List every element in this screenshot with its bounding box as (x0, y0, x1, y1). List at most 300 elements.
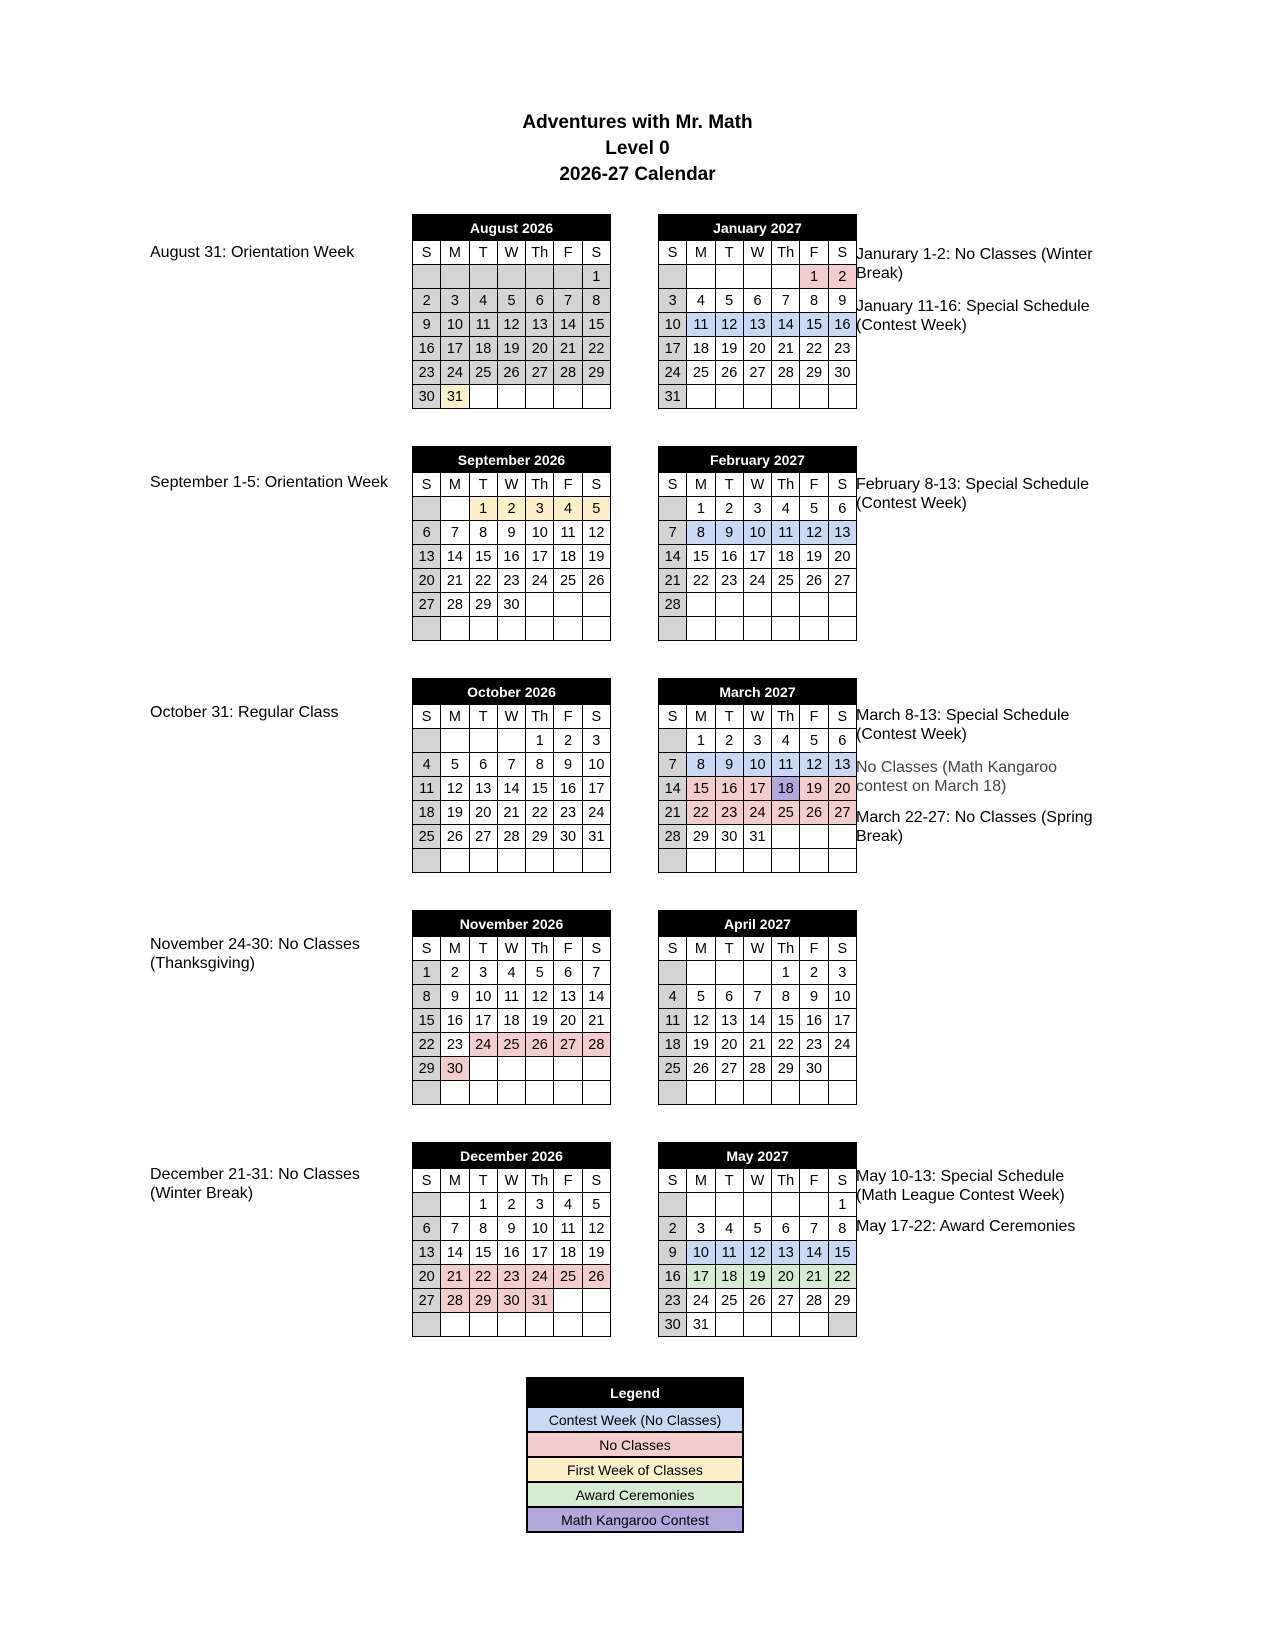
day-cell: 28 (441, 1289, 469, 1313)
day-cell: 7 (772, 289, 800, 313)
day-cell: 20 (526, 337, 554, 361)
day-cell: 11 (772, 753, 800, 777)
day-cell: 19 (687, 1033, 715, 1057)
day-cell: 2 (715, 497, 743, 521)
legend-item-award-ceremonies: Award Ceremonies (527, 1482, 743, 1507)
day-cell: 23 (659, 1289, 687, 1313)
day-cell: 30 (441, 1057, 469, 1081)
weekday-header: W (743, 473, 771, 497)
day-cell: 21 (554, 337, 582, 361)
empty-cell (497, 385, 525, 409)
weekday-header: S (828, 937, 856, 961)
day-cell: 3 (743, 497, 771, 521)
empty-cell (441, 1313, 469, 1337)
empty-cell (497, 849, 525, 873)
weekday-header: M (441, 241, 469, 265)
weekday-header: T (469, 1169, 497, 1193)
day-cell: 10 (441, 313, 469, 337)
day-cell: 3 (526, 497, 554, 521)
empty-cell (582, 1313, 610, 1337)
empty-cell (582, 1289, 610, 1313)
day-cell: 3 (743, 729, 771, 753)
legend-item-math-kangaroo: Math Kangaroo Contest (527, 1507, 743, 1532)
empty-cell (441, 1081, 469, 1105)
day-cell: 31 (526, 1289, 554, 1313)
day-cell: 15 (469, 545, 497, 569)
weekday-header: F (554, 473, 582, 497)
day-cell: 23 (441, 1033, 469, 1057)
day-cell: 6 (715, 985, 743, 1009)
day-cell: 3 (582, 729, 610, 753)
day-cell: 7 (441, 1217, 469, 1241)
day-cell: 24 (441, 361, 469, 385)
empty-cell (687, 265, 715, 289)
weekday-header: Th (772, 937, 800, 961)
day-cell: 20 (554, 1009, 582, 1033)
day-cell: 2 (497, 1193, 525, 1217)
empty-cell (469, 1057, 497, 1081)
empty-cell (582, 1057, 610, 1081)
day-cell: 19 (582, 1241, 610, 1265)
day-cell: 23 (413, 361, 441, 385)
day-cell: 29 (800, 361, 828, 385)
day-cell: 17 (828, 1009, 856, 1033)
empty-cell (413, 849, 441, 873)
day-cell: 19 (800, 545, 828, 569)
weekday-header: W (743, 937, 771, 961)
weekday-header: F (554, 705, 582, 729)
weekday-header: Th (772, 1169, 800, 1193)
weekday-header: M (441, 937, 469, 961)
day-cell: 25 (772, 569, 800, 593)
day-cell: 1 (772, 961, 800, 985)
day-cell: 24 (743, 801, 771, 825)
weekday-header: S (659, 937, 687, 961)
day-cell: 6 (772, 1217, 800, 1241)
empty-cell (526, 265, 554, 289)
day-cell: 15 (582, 313, 610, 337)
day-cell: 12 (526, 985, 554, 1009)
day-cell: 1 (828, 1193, 856, 1217)
empty-cell (413, 1193, 441, 1217)
weekday-header: Th (526, 241, 554, 265)
weekday-header: S (413, 473, 441, 497)
weekday-header: Th (772, 705, 800, 729)
empty-cell (772, 617, 800, 641)
empty-cell (772, 825, 800, 849)
day-cell: 4 (554, 497, 582, 521)
day-cell: 25 (772, 801, 800, 825)
weekday-header: W (743, 1169, 771, 1193)
day-cell: 14 (441, 1241, 469, 1265)
empty-cell (800, 1081, 828, 1105)
day-cell: 29 (526, 825, 554, 849)
empty-cell (687, 1081, 715, 1105)
empty-cell (743, 1081, 771, 1105)
day-cell: 13 (554, 985, 582, 1009)
day-cell: 10 (828, 985, 856, 1009)
day-cell: 25 (554, 569, 582, 593)
day-cell: 24 (469, 1033, 497, 1057)
empty-cell (469, 729, 497, 753)
day-cell: 3 (659, 289, 687, 313)
empty-cell (743, 617, 771, 641)
day-cell: 13 (526, 313, 554, 337)
empty-cell (441, 617, 469, 641)
calendar-month (658, 910, 857, 1105)
empty-cell (772, 1313, 800, 1337)
day-cell: 27 (743, 361, 771, 385)
day-cell: 7 (659, 753, 687, 777)
weekday-header: S (582, 241, 610, 265)
day-cell: 20 (828, 545, 856, 569)
weekday-header: F (800, 1169, 828, 1193)
empty-cell (743, 1313, 771, 1337)
weekday-header: Th (526, 473, 554, 497)
weekday-header: F (554, 241, 582, 265)
day-cell: 27 (828, 801, 856, 825)
empty-cell (715, 1193, 743, 1217)
day-cell: 21 (800, 1265, 828, 1289)
day-cell: 3 (441, 289, 469, 313)
day-cell: 13 (743, 313, 771, 337)
day-cell: 7 (743, 985, 771, 1009)
day-cell: 9 (715, 521, 743, 545)
month-header: October 2026 (413, 679, 611, 705)
weekday-header: S (828, 241, 856, 265)
day-cell: 11 (659, 1009, 687, 1033)
weekday-header: S (828, 705, 856, 729)
weekday-header: M (441, 705, 469, 729)
empty-cell (828, 617, 856, 641)
month-header: December 2026 (413, 1143, 611, 1169)
weekday-header: S (413, 1169, 441, 1193)
day-cell: 8 (687, 521, 715, 545)
day-cell: 28 (800, 1289, 828, 1313)
legend-item-no-classes: No Classes (527, 1432, 743, 1457)
note-september: September 1-5: Orientation Week (150, 474, 389, 491)
legend-item-contest-week: Contest Week (No Classes) (527, 1407, 743, 1432)
day-cell: 8 (772, 985, 800, 1009)
day-cell: 6 (526, 289, 554, 313)
empty-cell (800, 617, 828, 641)
day-cell: 28 (772, 361, 800, 385)
day-cell: 9 (413, 313, 441, 337)
day-cell: 27 (772, 1289, 800, 1313)
day-cell: 22 (469, 1265, 497, 1289)
day-cell: 25 (659, 1057, 687, 1081)
day-cell: 10 (687, 1241, 715, 1265)
day-cell: 12 (582, 521, 610, 545)
weekday-header: S (582, 473, 610, 497)
day-cell: 11 (554, 1217, 582, 1241)
empty-cell (526, 385, 554, 409)
day-cell: 24 (743, 569, 771, 593)
day-cell: 6 (554, 961, 582, 985)
day-cell: 10 (469, 985, 497, 1009)
day-cell: 29 (413, 1057, 441, 1081)
day-cell: 12 (743, 1241, 771, 1265)
weekday-header: M (441, 1169, 469, 1193)
empty-cell (554, 1313, 582, 1337)
day-cell: 15 (687, 777, 715, 801)
day-cell: 27 (554, 1033, 582, 1057)
empty-cell (743, 385, 771, 409)
day-cell: 5 (582, 1193, 610, 1217)
day-cell: 14 (772, 313, 800, 337)
day-cell: 8 (413, 985, 441, 1009)
empty-cell (687, 617, 715, 641)
day-cell: 21 (582, 1009, 610, 1033)
day-cell: 28 (497, 825, 525, 849)
weekday-header: W (497, 473, 525, 497)
empty-cell (800, 825, 828, 849)
empty-cell (659, 1081, 687, 1105)
calendar-month (412, 910, 611, 1105)
day-cell: 5 (497, 289, 525, 313)
empty-cell (497, 1057, 525, 1081)
note-march-2: No Classes (Math Kangaroo contest on March 18) (856, 759, 1057, 795)
day-cell: 26 (687, 1057, 715, 1081)
day-cell: 25 (469, 361, 497, 385)
weekday-header: S (413, 241, 441, 265)
day-cell: 14 (441, 545, 469, 569)
empty-cell (715, 849, 743, 873)
day-cell: 17 (469, 1009, 497, 1033)
day-cell: 1 (800, 265, 828, 289)
day-cell: 23 (715, 569, 743, 593)
empty-cell (772, 849, 800, 873)
empty-cell (743, 1193, 771, 1217)
day-cell: 20 (743, 337, 771, 361)
empty-cell (715, 1313, 743, 1337)
title-line-1: Adventures with Mr. Math (522, 112, 753, 133)
day-cell: 14 (659, 777, 687, 801)
day-cell: 30 (800, 1057, 828, 1081)
day-cell: 25 (497, 1033, 525, 1057)
calendar-month (412, 678, 611, 873)
empty-cell (526, 849, 554, 873)
day-cell: 4 (715, 1217, 743, 1241)
empty-cell (743, 849, 771, 873)
weekday-header: M (441, 473, 469, 497)
day-cell: 8 (526, 753, 554, 777)
empty-cell (687, 849, 715, 873)
day-cell: 24 (582, 801, 610, 825)
day-cell: 27 (715, 1057, 743, 1081)
day-cell: 18 (413, 801, 441, 825)
empty-cell (800, 385, 828, 409)
empty-cell (582, 617, 610, 641)
day-cell: 30 (554, 825, 582, 849)
empty-cell (772, 593, 800, 617)
day-cell: 17 (659, 337, 687, 361)
day-cell: 9 (659, 1241, 687, 1265)
day-cell: 23 (497, 1265, 525, 1289)
day-cell: 14 (743, 1009, 771, 1033)
day-cell: 2 (659, 1217, 687, 1241)
note-december: December 21-31: No Classes (Winter Break) (150, 1166, 360, 1202)
day-cell: 11 (715, 1241, 743, 1265)
day-cell: 9 (828, 289, 856, 313)
day-cell: 24 (659, 361, 687, 385)
day-cell: 3 (526, 1193, 554, 1217)
day-cell: 3 (469, 961, 497, 985)
day-cell: 20 (772, 1265, 800, 1289)
empty-cell (469, 1081, 497, 1105)
day-cell: 9 (497, 521, 525, 545)
weekday-header: S (582, 1169, 610, 1193)
day-cell: 27 (413, 593, 441, 617)
day-cell: 19 (441, 801, 469, 825)
month-header: February 2027 (659, 447, 857, 473)
weekday-header: Th (772, 241, 800, 265)
day-cell: 4 (687, 289, 715, 313)
day-cell: 2 (497, 497, 525, 521)
empty-cell (828, 1057, 856, 1081)
day-cell: 18 (554, 1241, 582, 1265)
empty-cell (469, 849, 497, 873)
weekday-header: W (497, 1169, 525, 1193)
day-cell: 26 (800, 801, 828, 825)
day-cell: 5 (441, 753, 469, 777)
day-cell: 21 (441, 569, 469, 593)
day-cell: 25 (715, 1289, 743, 1313)
day-cell: 18 (469, 337, 497, 361)
day-cell: 18 (554, 545, 582, 569)
day-cell: 16 (659, 1265, 687, 1289)
note-october: October 31: Regular Class (150, 704, 339, 721)
day-cell: 14 (659, 545, 687, 569)
weekday-header: Th (526, 937, 554, 961)
weekday-header: S (582, 705, 610, 729)
day-cell: 11 (413, 777, 441, 801)
empty-cell (554, 1081, 582, 1105)
day-cell: 3 (828, 961, 856, 985)
day-cell: 21 (441, 1265, 469, 1289)
day-cell: 26 (582, 1265, 610, 1289)
legend-item-first-week: First Week of Classes (527, 1457, 743, 1482)
day-cell: 9 (715, 753, 743, 777)
day-cell: 3 (687, 1217, 715, 1241)
note-march-3: March 22-27: No Classes (Spring Break) (856, 809, 1093, 845)
day-cell: 25 (687, 361, 715, 385)
weekday-header: T (469, 473, 497, 497)
empty-cell (554, 593, 582, 617)
day-cell: 25 (413, 825, 441, 849)
weekday-header: S (413, 705, 441, 729)
day-cell: 14 (582, 985, 610, 1009)
day-cell: 12 (800, 521, 828, 545)
day-cell: 28 (743, 1057, 771, 1081)
day-cell: 5 (526, 961, 554, 985)
day-cell: 14 (554, 313, 582, 337)
empty-cell (497, 1081, 525, 1105)
empty-cell (659, 729, 687, 753)
day-cell: 17 (743, 545, 771, 569)
day-cell: 31 (659, 385, 687, 409)
calendar-month (412, 446, 611, 641)
month-header: August 2026 (413, 215, 611, 241)
weekday-header: W (497, 241, 525, 265)
day-cell: 20 (828, 777, 856, 801)
day-cell: 24 (526, 1265, 554, 1289)
empty-cell (800, 593, 828, 617)
day-cell: 22 (687, 801, 715, 825)
day-cell: 6 (469, 753, 497, 777)
day-cell: 29 (469, 1289, 497, 1313)
weekday-header: W (743, 241, 771, 265)
weekday-header: F (800, 241, 828, 265)
day-cell: 23 (497, 569, 525, 593)
day-cell: 10 (659, 313, 687, 337)
day-cell: 21 (772, 337, 800, 361)
day-cell: 26 (526, 1033, 554, 1057)
day-cell: 24 (687, 1289, 715, 1313)
empty-cell (441, 497, 469, 521)
month-header: November 2026 (413, 911, 611, 937)
day-cell: 22 (828, 1265, 856, 1289)
empty-cell (526, 593, 554, 617)
empty-cell (772, 1193, 800, 1217)
empty-cell (715, 1081, 743, 1105)
empty-cell (469, 1313, 497, 1337)
day-cell: 13 (715, 1009, 743, 1033)
weekday-header: T (469, 937, 497, 961)
calendar-month (412, 1142, 611, 1337)
title-line-3: 2026-27 Calendar (559, 164, 716, 185)
day-cell: 6 (828, 497, 856, 521)
day-cell: 16 (828, 313, 856, 337)
day-cell: 17 (441, 337, 469, 361)
empty-cell (828, 849, 856, 873)
day-cell: 19 (715, 337, 743, 361)
day-cell: 2 (441, 961, 469, 985)
day-cell: 30 (715, 825, 743, 849)
day-cell: 21 (497, 801, 525, 825)
day-cell: 13 (828, 753, 856, 777)
weekday-header: M (687, 937, 715, 961)
weekday-header: F (800, 937, 828, 961)
day-cell: 28 (659, 825, 687, 849)
day-cell: 2 (800, 961, 828, 985)
day-cell: 4 (413, 753, 441, 777)
day-cell: 16 (554, 777, 582, 801)
day-cell: 11 (497, 985, 525, 1009)
empty-cell (715, 385, 743, 409)
empty-cell (715, 617, 743, 641)
day-cell: 30 (497, 1289, 525, 1313)
empty-cell (554, 385, 582, 409)
day-cell: 10 (526, 521, 554, 545)
day-cell: 1 (469, 1193, 497, 1217)
weekday-header: T (715, 241, 743, 265)
day-cell: 7 (659, 521, 687, 545)
day-cell: 19 (743, 1265, 771, 1289)
day-cell: 10 (743, 753, 771, 777)
weekday-header: M (687, 241, 715, 265)
day-cell: 5 (743, 1217, 771, 1241)
empty-cell (497, 617, 525, 641)
day-cell: 19 (582, 545, 610, 569)
weekday-header: T (469, 705, 497, 729)
empty-cell (772, 385, 800, 409)
day-cell: 20 (469, 801, 497, 825)
day-cell: 15 (800, 313, 828, 337)
day-cell: 9 (554, 753, 582, 777)
note-november: November 24-30: No Classes (Thanksgiving) (150, 936, 360, 972)
day-cell: 6 (743, 289, 771, 313)
